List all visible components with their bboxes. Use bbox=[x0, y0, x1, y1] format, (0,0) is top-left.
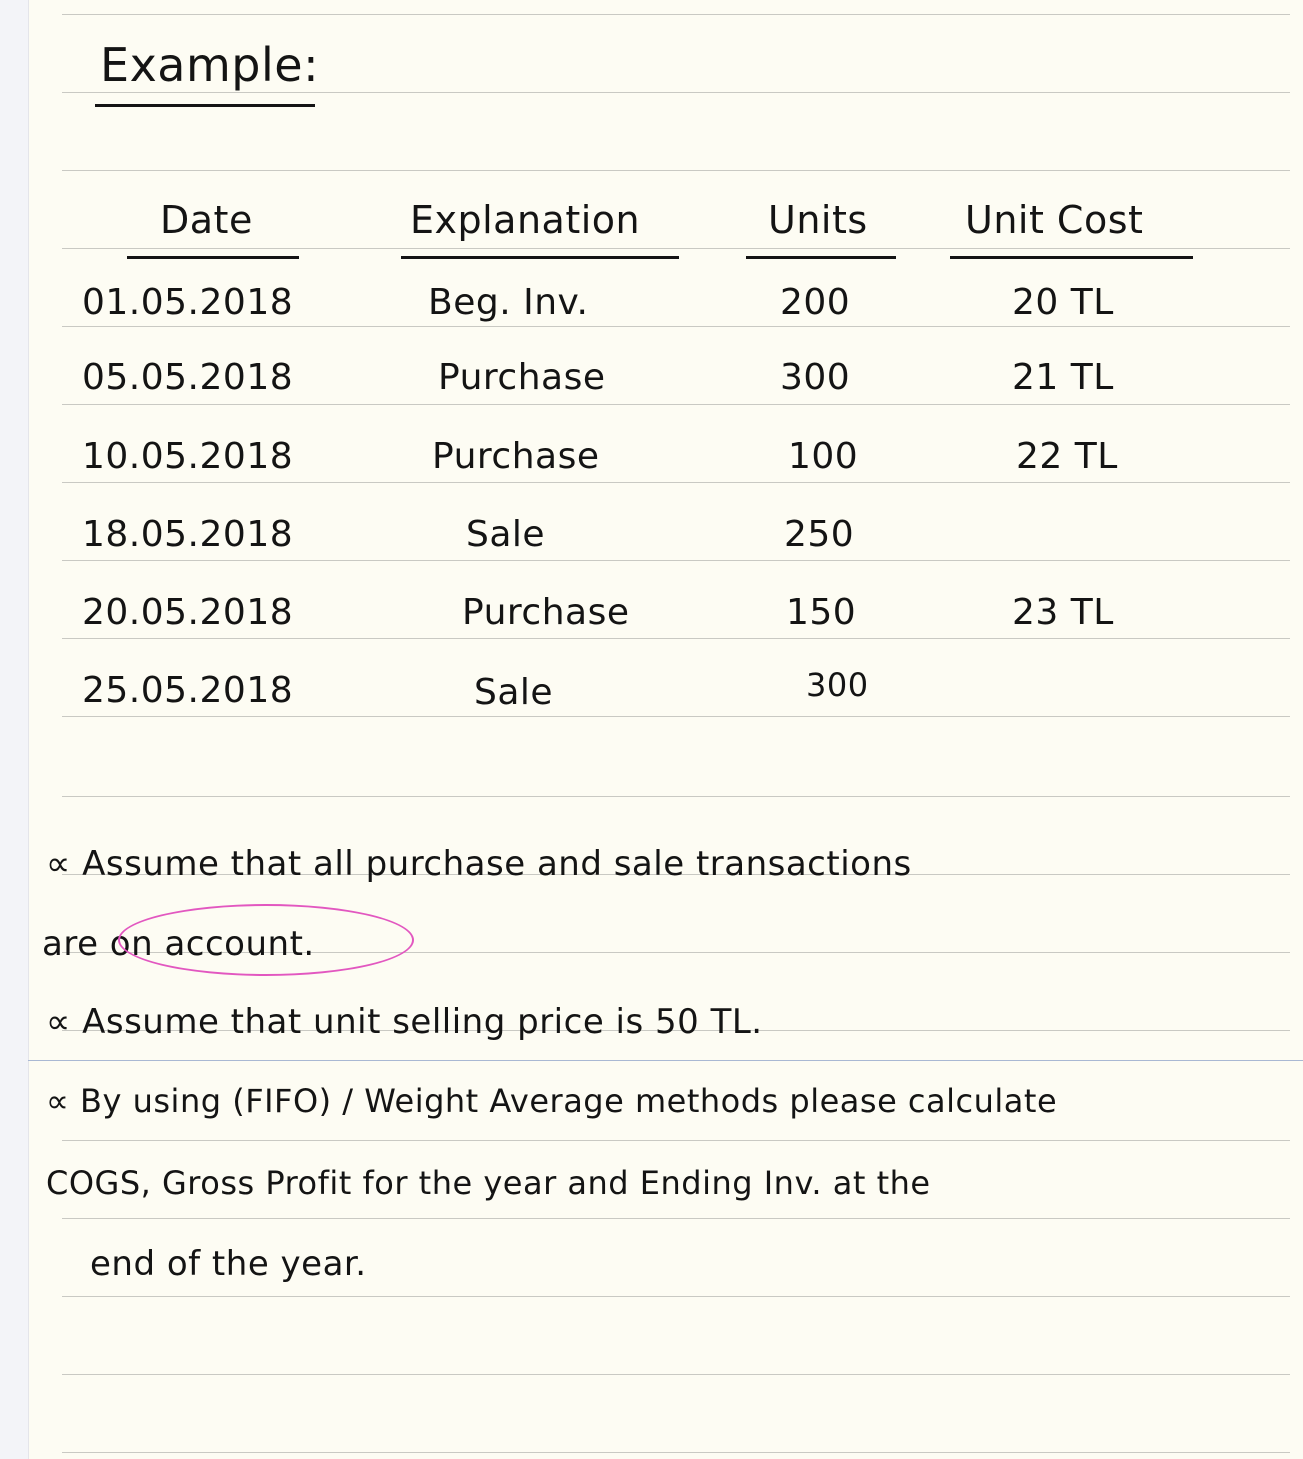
cell-explanation: Sale bbox=[466, 514, 546, 555]
ruled-line bbox=[62, 326, 1290, 327]
cell-units: 200 bbox=[780, 282, 851, 323]
cell-date: 25.05.2018 bbox=[82, 670, 294, 711]
cell-unit-cost: 20 TL bbox=[1012, 282, 1114, 323]
cell-unit-cost: 23 TL bbox=[1012, 592, 1114, 633]
title-underline bbox=[95, 104, 315, 107]
ruled-line bbox=[62, 560, 1290, 561]
ruled-line bbox=[62, 1218, 1290, 1219]
ruled-line bbox=[62, 796, 1290, 797]
note-line-3: ∝ Assume that unit selling price is 50 TL. bbox=[46, 1002, 763, 1042]
page-title: Example: bbox=[100, 38, 320, 92]
header-date-underline bbox=[127, 256, 299, 259]
ruled-line bbox=[62, 14, 1290, 15]
cell-units: 250 bbox=[784, 514, 855, 555]
header-units-underline bbox=[746, 256, 896, 259]
note-line-4: ∝ By using (FIFO) / Weight Average methods please calculate bbox=[46, 1082, 1058, 1120]
ruled-line bbox=[62, 170, 1290, 171]
cell-explanation: Purchase bbox=[438, 357, 606, 398]
cell-explanation: Sale bbox=[474, 672, 554, 713]
page-gutter bbox=[0, 0, 29, 1459]
ruled-line bbox=[62, 482, 1290, 483]
cell-explanation: Purchase bbox=[462, 592, 630, 633]
ruled-line bbox=[62, 92, 1290, 93]
cell-units: 300 bbox=[806, 666, 869, 704]
note-line-2: are on account. bbox=[42, 924, 315, 964]
cell-date: 10.05.2018 bbox=[82, 436, 294, 477]
ruled-line bbox=[62, 716, 1290, 717]
ruled-line bbox=[62, 1452, 1290, 1453]
ruled-line bbox=[62, 638, 1290, 639]
ruled-line bbox=[62, 1140, 1290, 1141]
highlight-circle bbox=[118, 904, 414, 976]
ruled-line bbox=[62, 1374, 1290, 1375]
cell-units: 150 bbox=[786, 592, 857, 633]
cell-unit-cost: 22 TL bbox=[1016, 436, 1118, 477]
header-explanation: Explanation bbox=[410, 198, 641, 242]
cell-date: 05.05.2018 bbox=[82, 357, 294, 398]
cell-explanation: Purchase bbox=[432, 436, 600, 477]
ruled-line bbox=[62, 248, 1290, 249]
header-unit-cost: Unit Cost bbox=[965, 198, 1144, 242]
cell-date: 20.05.2018 bbox=[82, 592, 294, 633]
header-units: Units bbox=[768, 198, 868, 242]
cell-date: 01.05.2018 bbox=[82, 282, 294, 323]
note-line-1: ∝ Assume that all purchase and sale transactions bbox=[46, 844, 912, 884]
ruled-line bbox=[62, 1296, 1290, 1297]
note-line-5: COGS, Gross Profit for the year and Ending Inv. at the bbox=[46, 1164, 931, 1202]
note-line-6: end of the year. bbox=[90, 1244, 367, 1284]
cell-units: 300 bbox=[780, 357, 851, 398]
header-unit-cost-underline bbox=[950, 256, 1193, 259]
cell-date: 18.05.2018 bbox=[82, 514, 294, 555]
cell-unit-cost: 21 TL bbox=[1012, 357, 1114, 398]
ruled-line bbox=[62, 404, 1290, 405]
header-date: Date bbox=[160, 198, 253, 242]
cell-explanation: Beg. Inv. bbox=[428, 282, 589, 323]
cell-units: 100 bbox=[788, 436, 859, 477]
margin-rule bbox=[28, 1060, 1303, 1061]
header-explanation-underline bbox=[401, 256, 679, 259]
